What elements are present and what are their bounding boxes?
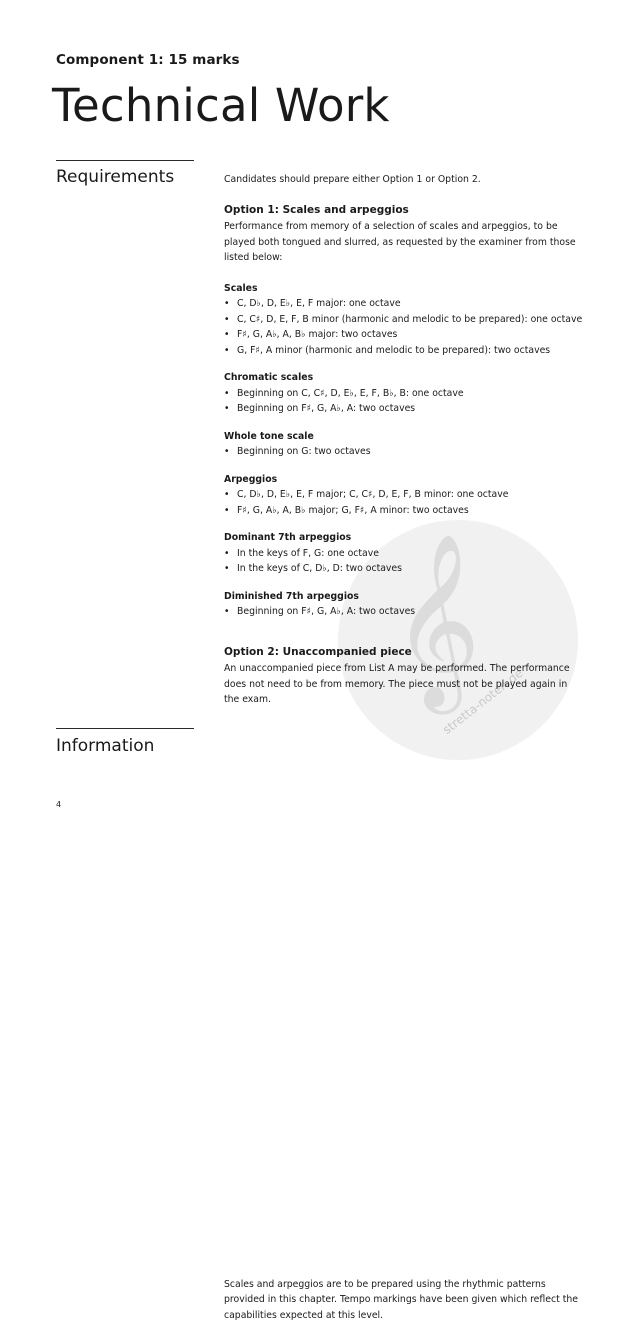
requirements-heading: Requirements — [56, 167, 174, 187]
information-heading: Information — [56, 736, 154, 756]
list-item: • C, C♯, D, E, F, B minor (harmonic and melodic to be prepared): one octave — [224, 312, 584, 328]
list-item: • Beginning on C, C♯, D, E♭, E, F, B♭, B: one octave — [224, 386, 584, 402]
information-text: Scales and arpeggios are to be prepared using the rhythmic patterns provided in this chapter. Tempo markings have been given which reflect the capabilities expected at this level. — [224, 1277, 584, 1323]
treble-clef-icon: 𝄞 — [392, 545, 481, 695]
option2-text: An unaccompanied piece from List A may be performed. The performance does not need to be from memory. The piece must not be played again in the exam. — [224, 661, 584, 708]
group-title: Arpeggios — [224, 472, 584, 488]
scales-group — [224, 281, 584, 359]
chromatic-scales-group — [224, 370, 584, 417]
list-item: • C, D♭, D, E♭, E, F major; C, C♯, D, E, F, B minor: one octave — [224, 487, 584, 503]
list-item: • Beginning on G: two octaves — [224, 444, 584, 460]
watermark-text: stretta-noten.de — [440, 666, 525, 737]
list-item: • In the keys of C, D♭, D: two octaves — [224, 561, 584, 577]
list-item: • F♯, G, A♭, A, B♭ major: two octaves — [224, 327, 584, 343]
dominant-7th-group — [224, 530, 584, 577]
information-content — [224, 1277, 584, 1323]
option2-title: Option 2: Unaccompanied piece — [224, 645, 584, 661]
requirements-intro: Candidates should prepare either Option 1 or Option 2. — [224, 172, 584, 188]
list-item: • F♯, G, A♭, A, B♭ major; G, F♯, A minor: two octaves — [224, 503, 584, 519]
group-title: Whole tone scale — [224, 429, 584, 445]
option1-text: Performance from memory of a selection of scales and arpeggios, to be played both tongued and slurred, as requested by the examiner from those listed below: — [224, 219, 584, 266]
page-title: Technical Work — [52, 76, 390, 136]
list-item: • C, D♭, D, E♭, E, F major: one octave — [224, 296, 584, 312]
group-title: Chromatic scales — [224, 370, 584, 386]
option1-title: Option 1: Scales and arpeggios — [224, 203, 584, 219]
requirements-divider — [56, 160, 194, 161]
diminished-7th-group — [224, 589, 584, 620]
list-item: • G, F♯, A minor (harmonic and melodic to be prepared): two octaves — [224, 343, 584, 359]
requirements-content — [224, 172, 584, 708]
list-item: • Beginning on F♯, G, A♭, A: two octaves — [224, 401, 584, 417]
arpeggios-group — [224, 472, 584, 519]
page-number: 4 — [56, 800, 61, 809]
list-item: • In the keys of F, G: one octave — [224, 546, 584, 562]
whole-tone-scale-group — [224, 429, 584, 460]
group-title: Diminished 7th arpeggios — [224, 589, 584, 605]
information-divider — [56, 728, 194, 729]
list-item: • Beginning on F♯, G, A♭, A: two octaves — [224, 604, 584, 620]
group-title: Scales — [224, 281, 584, 297]
component-label: Component 1: 15 marks — [56, 52, 240, 68]
group-title: Dominant 7th arpeggios — [224, 530, 584, 546]
